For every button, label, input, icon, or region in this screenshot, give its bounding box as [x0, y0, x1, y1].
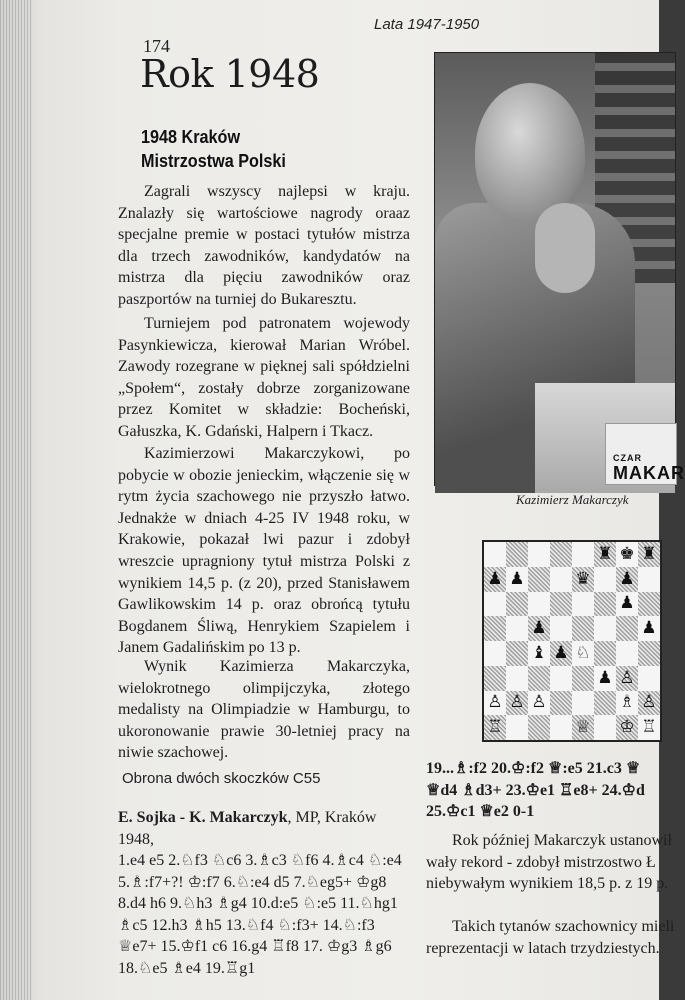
board-square-h1 [638, 715, 660, 740]
board-square-d6 [550, 592, 572, 617]
chess-piece: ♗ [619, 692, 635, 713]
board-square-b8 [506, 542, 528, 567]
board-square-d5 [550, 616, 572, 641]
board-square-b7 [506, 567, 528, 592]
paragraph-3 [118, 443, 410, 659]
page-number: 174 [143, 36, 170, 56]
chess-piece: ♜ [597, 543, 613, 564]
right-paragraph-1 [426, 830, 672, 895]
section-title-line-2: Mistrzostwa Polski [141, 151, 286, 171]
board-square-c4 [528, 641, 550, 666]
page-edge [0, 0, 32, 1000]
board-square-g1 [616, 715, 638, 740]
chess-piece: ♙ [509, 692, 525, 713]
board-square-g8 [616, 542, 638, 567]
chess-piece: ♘ [575, 642, 591, 663]
board-square-a7 [484, 567, 506, 592]
board-square-e6 [572, 592, 594, 617]
chess-piece: ♟ [619, 593, 635, 614]
chess-diagram [482, 540, 662, 742]
board-square-d7 [550, 567, 572, 592]
final-moves-line-2: ♕d4 ♗d3+ 23.♔e1 ♖e8+ 24.♔d [426, 781, 645, 799]
chess-piece: ♟ [553, 642, 569, 663]
board-square-h2 [638, 691, 660, 716]
right-paragraph-1-line-2: wały rekord - zdobył mistrzostwo Ł [426, 853, 656, 871]
board-square-b1 [506, 715, 528, 740]
board-square-a2 [484, 691, 506, 716]
chess-piece: ♚ [619, 543, 635, 564]
game-event: , MP, Kraków 1948, [118, 809, 377, 848]
right-paragraph-1-line-1: Rok później Makarczyk ustanowił [452, 832, 672, 849]
board-square-g7 [616, 567, 638, 592]
board-square-b5 [506, 616, 528, 641]
chess-piece: ♟ [531, 618, 547, 639]
board-square-h7 [638, 567, 660, 592]
section-title [141, 125, 375, 173]
board-square-d8 [550, 542, 572, 567]
board-square-f3 [594, 666, 616, 691]
game-players: E. Sojka - K. Makarczyk [118, 809, 288, 826]
board-square-g6 [616, 592, 638, 617]
chess-piece: ♔ [619, 717, 635, 738]
chess-piece: ♙ [619, 667, 635, 688]
paragraph-1-text: Zagrali wszyscy najlepsi w kraju. Znalazły się wartościowe nagrody oraaz specjalne premie w postaci tytułów mistrza dla trzech zawodników, kandydatów na mistrza dla pięciu zawodników oraz paszportów na turniej do Bukaresztu. [118, 183, 410, 308]
chapter-title: Rok 1948 [140, 52, 320, 96]
board-square-a3 [484, 666, 506, 691]
game-header [118, 807, 408, 850]
running-head: Lata 1947-1950 [374, 16, 480, 33]
board-square-b2 [506, 691, 528, 716]
board-square-g4 [616, 641, 638, 666]
board-square-g2 [616, 691, 638, 716]
chess-piece: ♙ [641, 692, 657, 713]
photo-sign-top-text: CZAR [613, 453, 642, 463]
board-square-d2 [550, 691, 572, 716]
board-square-g3 [616, 666, 638, 691]
photo-figure-head [475, 83, 585, 223]
chess-piece: ♙ [531, 692, 547, 713]
chess-piece: ♕ [575, 717, 591, 738]
chess-piece: ♛ [575, 568, 591, 589]
final-moves [426, 758, 666, 823]
board-square-f7 [594, 567, 616, 592]
board-square-f4 [594, 641, 616, 666]
paragraph-2-text: Turniejem pod patronatem wojewody Pasynkiewicza, kierował Marian Wróbel. Zawody rozegrane w pięknej sali spółdzielni „Społem“, zostały dobrze zorganizowane przez Komitet w składzie: Bocheński, Gałuszka, K. Gdański, Halpern i Tkacz. [118, 315, 410, 440]
board-square-c6 [528, 592, 550, 617]
board-square-c8 [528, 542, 550, 567]
photo-sign-main-text: MAKAR [613, 463, 685, 483]
final-moves-line-1: 19...♗:f2 20.♔:f2 ♕:e5 21.c3 ♕ [426, 760, 641, 777]
chess-piece: ♟ [619, 568, 635, 589]
right-paragraph-2 [426, 916, 675, 959]
chess-piece: ♖ [641, 717, 657, 738]
paragraph-1 [118, 181, 410, 311]
board-square-e5 [572, 616, 594, 641]
chess-piece: ♟ [487, 568, 503, 589]
board-square-g5 [616, 616, 638, 641]
right-paragraph-2-line-1: Takich tytanów szachownicy mieli [452, 918, 675, 935]
board-square-c1 [528, 715, 550, 740]
board-square-c2 [528, 691, 550, 716]
board-square-d3 [550, 666, 572, 691]
board-square-b4 [506, 641, 528, 666]
chess-piece: ♟ [597, 667, 613, 688]
chess-piece: ♜ [641, 543, 657, 564]
chess-piece: ♖ [487, 717, 503, 738]
board-square-f1 [594, 715, 616, 740]
board-square-b6 [506, 592, 528, 617]
board-square-f2 [594, 691, 616, 716]
board-square-b3 [506, 666, 528, 691]
chess-piece: ♙ [487, 692, 503, 713]
board-square-d4 [550, 641, 572, 666]
board-square-f5 [594, 616, 616, 641]
board-square-e7 [572, 567, 594, 592]
photo-figure-hand [535, 203, 595, 293]
photo-sign-text [613, 453, 685, 484]
paragraph-4 [118, 656, 410, 764]
board-square-a8 [484, 542, 506, 567]
board-square-f6 [594, 592, 616, 617]
player-photo [434, 52, 685, 486]
chess-piece: ♟ [641, 618, 657, 639]
board-square-e8 [572, 542, 594, 567]
board-square-c7 [528, 567, 550, 592]
photo-caption: Kazimierz Makarczyk [516, 492, 629, 507]
board-square-e3 [572, 666, 594, 691]
board-square-a5 [484, 616, 506, 641]
board-square-e2 [572, 691, 594, 716]
right-paragraph-1-line-3: niebywałym wynikiem 18,5 p. z 19 p. [426, 875, 669, 893]
board-square-a6 [484, 592, 506, 617]
paragraph-4-text: Wynik Kazimierza Makarczyka, wielokrotnego olimpijczyka, złotego medalisty na Olimpiadzie w Hamburgu, to ukoronowanie prawie 30-letniej pracy na niwie szachowej. [118, 658, 410, 762]
board-square-c5 [528, 616, 550, 641]
board-square-h5 [638, 616, 660, 641]
board-square-h6 [638, 592, 660, 617]
paragraph-3-text: Kazimierzowi Makarczykowi, po pobycie w obozie jenieckim, włączenie się w rytm życia szachowego nie przyszło łatwo. Jednakże w dniach 4-25 IV 1948 roku, w Krakowie, pokazał lwi pazur i zdobył wreszcie upragniony tytuł mistrza Polski z wynikiem 14,5 p. (z 20), przed Stanisławem Gawlikowskim 14 p. oraz obrońcą tytułu Bogdanem Śliwą, Henrykiem Szapielem i Janem Gadalińskim po 13 p. [118, 445, 410, 657]
board-square-d1 [550, 715, 572, 740]
final-moves-line-3: 25.♔c1 ♕e2 0-1 [426, 803, 535, 821]
board-square-h4 [638, 641, 660, 666]
opening-label: Obrona dwóch skoczków C55 [122, 770, 321, 787]
chess-piece: ♟ [509, 568, 525, 589]
right-paragraph-2-line-2: reprezentacji w latach trzydziestych. [426, 939, 660, 957]
board-square-e1 [572, 715, 594, 740]
game-moves: 1.e4 e5 2.♘f3 ♘c6 3.♗c3 ♘f6 4.♗c4 ♘:e4 5.♗:f7+?! ♔:f7 6.♘:e4 d5 7.♘eg5+ ♔g8 8.d4 h6 9.♘h3 ♗g4 10.d:e5 ♘:e5 11.♘hg1 ♗c5 12.h3 ♗h5 13.♘f4 ♘:f3+ 14.♘:f3 ♕e7+ 15.♔f1 c6 16.g4 ♖f8 17. ♔g3 ♗g6 18.♘e5 ♗e4 19.♖g1 [118, 852, 402, 977]
board-square-a4 [484, 641, 506, 666]
paragraph-2 [118, 313, 410, 443]
board-square-a1 [484, 715, 506, 740]
board-square-h3 [638, 666, 660, 691]
board-square-e4 [572, 641, 594, 666]
board-square-f8 [594, 542, 616, 567]
board-square-h8 [638, 542, 660, 567]
board-square-c3 [528, 666, 550, 691]
section-title-line-1: 1948 Kraków [141, 127, 241, 147]
chess-piece: ♝ [531, 642, 547, 663]
